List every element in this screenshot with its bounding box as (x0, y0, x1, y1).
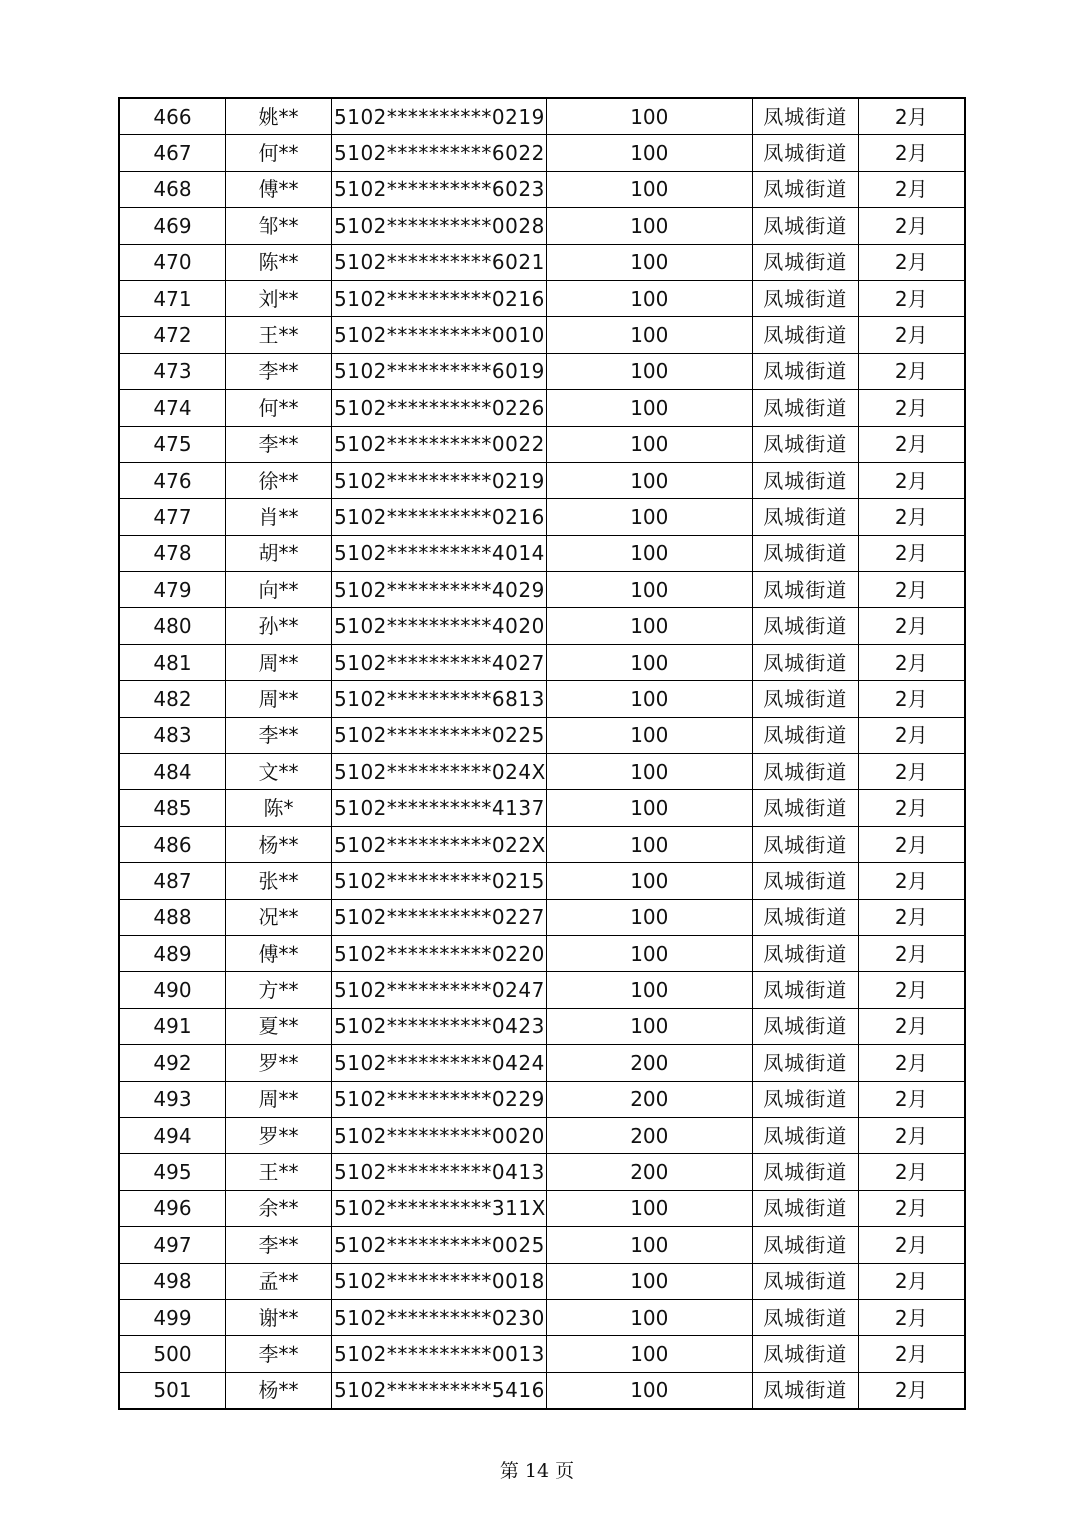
cell-amount: 100 (546, 535, 752, 571)
cell-month: 2月 (858, 754, 965, 790)
cell-name: 孟** (226, 1263, 332, 1299)
cell-month: 2月 (858, 317, 965, 353)
cell-month: 2月 (858, 1227, 965, 1263)
table-row (119, 535, 965, 571)
cell-id-number: 5102**********0028 (332, 208, 547, 244)
cell-amount: 200 (546, 1154, 752, 1190)
cell-amount: 100 (546, 972, 752, 1008)
cell-month: 2月 (858, 98, 965, 135)
cell-street: 凤城街道 (752, 972, 858, 1008)
cell-month: 2月 (858, 171, 965, 207)
cell-id-number: 5102**********4027 (332, 644, 547, 680)
cell-serial-number: 475 (119, 426, 226, 462)
cell-id-number: 5102**********0423 (332, 1008, 547, 1044)
cell-street: 凤城街道 (752, 280, 858, 316)
cell-id-number: 5102**********0215 (332, 863, 547, 899)
cell-id-number: 5102**********0230 (332, 1299, 547, 1335)
subsidy-table (118, 97, 966, 1410)
cell-street: 凤城街道 (752, 1190, 858, 1226)
cell-month: 2月 (858, 899, 965, 935)
cell-street: 凤城街道 (752, 790, 858, 826)
cell-serial-number: 482 (119, 681, 226, 717)
cell-id-number: 5102**********4014 (332, 535, 547, 571)
cell-amount: 200 (546, 1081, 752, 1117)
cell-name: 王** (226, 1154, 332, 1190)
table-row (119, 1008, 965, 1044)
table-row (119, 1336, 965, 1372)
cell-street: 凤城街道 (752, 863, 858, 899)
cell-serial-number: 483 (119, 717, 226, 753)
cell-month: 2月 (858, 535, 965, 571)
cell-street: 凤城街道 (752, 1117, 858, 1153)
cell-amount: 100 (546, 1190, 752, 1226)
cell-month: 2月 (858, 280, 965, 316)
table-row (119, 1154, 965, 1190)
cell-serial-number: 496 (119, 1190, 226, 1226)
cell-street: 凤城街道 (752, 1227, 858, 1263)
cell-id-number: 5102**********6813 (332, 681, 547, 717)
table-row (119, 754, 965, 790)
cell-street: 凤城街道 (752, 135, 858, 171)
cell-name: 罗** (226, 1045, 332, 1081)
cell-street: 凤城街道 (752, 1336, 858, 1372)
cell-id-number: 5102**********0413 (332, 1154, 547, 1190)
cell-street: 凤城街道 (752, 390, 858, 426)
cell-serial-number: 485 (119, 790, 226, 826)
cell-street: 凤城街道 (752, 244, 858, 280)
cell-amount: 100 (546, 1336, 752, 1372)
table-row (119, 1372, 965, 1409)
cell-name: 周** (226, 681, 332, 717)
cell-id-number: 5102**********0229 (332, 1081, 547, 1117)
cell-street: 凤城街道 (752, 317, 858, 353)
cell-amount: 100 (546, 754, 752, 790)
cell-month: 2月 (858, 1190, 965, 1226)
cell-serial-number: 494 (119, 1117, 226, 1153)
table-row (119, 1190, 965, 1226)
cell-amount: 100 (546, 1227, 752, 1263)
cell-name: 孙** (226, 608, 332, 644)
cell-street: 凤城街道 (752, 98, 858, 135)
cell-name: 王** (226, 317, 332, 353)
cell-street: 凤城街道 (752, 462, 858, 498)
cell-id-number: 5102**********0226 (332, 390, 547, 426)
page-number: 第 14 页 (499, 1460, 575, 1482)
cell-street: 凤城街道 (752, 608, 858, 644)
cell-amount: 100 (546, 899, 752, 935)
cell-serial-number: 497 (119, 1227, 226, 1263)
cell-amount: 100 (546, 280, 752, 316)
cell-id-number: 5102**********0022 (332, 426, 547, 462)
table-row (119, 826, 965, 862)
cell-name: 刘** (226, 280, 332, 316)
table-row (119, 135, 965, 171)
cell-serial-number: 473 (119, 353, 226, 389)
cell-name: 方** (226, 972, 332, 1008)
cell-street: 凤城街道 (752, 535, 858, 571)
cell-id-number: 5102**********0424 (332, 1045, 547, 1081)
cell-serial-number: 499 (119, 1299, 226, 1335)
cell-id-number: 5102**********0219 (332, 462, 547, 498)
cell-id-number: 5102**********0247 (332, 972, 547, 1008)
cell-month: 2月 (858, 717, 965, 753)
cell-id-number: 5102**********6022 (332, 135, 547, 171)
cell-amount: 100 (546, 244, 752, 280)
table-row (119, 899, 965, 935)
cell-name: 况** (226, 899, 332, 935)
table-row (119, 935, 965, 971)
cell-amount: 100 (546, 717, 752, 753)
cell-id-number: 5102**********6023 (332, 171, 547, 207)
table-row (119, 972, 965, 1008)
cell-street: 凤城街道 (752, 171, 858, 207)
cell-name: 夏** (226, 1008, 332, 1044)
cell-month: 2月 (858, 826, 965, 862)
cell-month: 2月 (858, 353, 965, 389)
cell-name: 徐** (226, 462, 332, 498)
cell-serial-number: 477 (119, 499, 226, 535)
cell-serial-number: 481 (119, 644, 226, 680)
table-row (119, 644, 965, 680)
cell-id-number: 5102**********6021 (332, 244, 547, 280)
cell-month: 2月 (858, 244, 965, 280)
cell-id-number: 5102**********0020 (332, 1117, 547, 1153)
cell-serial-number: 501 (119, 1372, 226, 1409)
cell-amount: 100 (546, 353, 752, 389)
cell-street: 凤城街道 (752, 1081, 858, 1117)
cell-serial-number: 500 (119, 1336, 226, 1372)
cell-month: 2月 (858, 1154, 965, 1190)
table-row (119, 98, 965, 135)
table-row (119, 681, 965, 717)
cell-amount: 100 (546, 935, 752, 971)
cell-name: 傅** (226, 935, 332, 971)
cell-name: 周** (226, 644, 332, 680)
cell-month: 2月 (858, 1081, 965, 1117)
cell-month: 2月 (858, 1372, 965, 1409)
cell-amount: 100 (546, 426, 752, 462)
table-row (119, 1227, 965, 1263)
cell-name: 陈** (226, 244, 332, 280)
table-row (119, 499, 965, 535)
cell-month: 2月 (858, 462, 965, 498)
cell-serial-number: 489 (119, 935, 226, 971)
cell-month: 2月 (858, 1263, 965, 1299)
cell-amount: 100 (546, 644, 752, 680)
cell-serial-number: 466 (119, 98, 226, 135)
cell-serial-number: 498 (119, 1263, 226, 1299)
table-row (119, 1081, 965, 1117)
cell-amount: 100 (546, 863, 752, 899)
cell-amount: 100 (546, 135, 752, 171)
cell-name: 杨** (226, 826, 332, 862)
cell-street: 凤城街道 (752, 572, 858, 608)
cell-id-number: 5102**********0220 (332, 935, 547, 971)
cell-serial-number: 469 (119, 208, 226, 244)
cell-amount: 100 (546, 317, 752, 353)
cell-name: 姚** (226, 98, 332, 135)
cell-id-number: 5102**********4020 (332, 608, 547, 644)
cell-serial-number: 480 (119, 608, 226, 644)
cell-id-number: 5102**********022X (332, 826, 547, 862)
cell-name: 傅** (226, 171, 332, 207)
table-body (119, 98, 965, 1409)
cell-name: 余** (226, 1190, 332, 1226)
cell-serial-number: 474 (119, 390, 226, 426)
cell-month: 2月 (858, 1008, 965, 1044)
cell-name: 邹** (226, 208, 332, 244)
table-row (119, 863, 965, 899)
cell-id-number: 5102**********0225 (332, 717, 547, 753)
cell-month: 2月 (858, 1117, 965, 1153)
cell-month: 2月 (858, 972, 965, 1008)
cell-serial-number: 476 (119, 462, 226, 498)
cell-amount: 100 (546, 790, 752, 826)
cell-amount: 100 (546, 499, 752, 535)
cell-serial-number: 479 (119, 572, 226, 608)
cell-name: 文** (226, 754, 332, 790)
cell-id-number: 5102**********0227 (332, 899, 547, 935)
cell-month: 2月 (858, 572, 965, 608)
cell-month: 2月 (858, 1045, 965, 1081)
cell-amount: 100 (546, 681, 752, 717)
cell-name: 李** (226, 353, 332, 389)
table-row (119, 317, 965, 353)
cell-name: 何** (226, 135, 332, 171)
table-row (119, 1045, 965, 1081)
cell-amount: 100 (546, 171, 752, 207)
cell-street: 凤城街道 (752, 717, 858, 753)
cell-id-number: 5102**********024X (332, 754, 547, 790)
table-row (119, 717, 965, 753)
cell-month: 2月 (858, 644, 965, 680)
cell-serial-number: 484 (119, 754, 226, 790)
cell-name: 罗** (226, 1117, 332, 1153)
cell-name: 李** (226, 717, 332, 753)
cell-month: 2月 (858, 608, 965, 644)
cell-serial-number: 486 (119, 826, 226, 862)
table-row (119, 244, 965, 280)
cell-serial-number: 493 (119, 1081, 226, 1117)
cell-amount: 200 (546, 1117, 752, 1153)
cell-id-number: 5102**********6019 (332, 353, 547, 389)
cell-serial-number: 472 (119, 317, 226, 353)
cell-name: 李** (226, 1336, 332, 1372)
cell-amount: 100 (546, 390, 752, 426)
table-row (119, 353, 965, 389)
cell-street: 凤城街道 (752, 681, 858, 717)
cell-id-number: 5102**********311X (332, 1190, 547, 1226)
cell-street: 凤城街道 (752, 935, 858, 971)
cell-street: 凤城街道 (752, 644, 858, 680)
cell-serial-number: 488 (119, 899, 226, 935)
table-row (119, 1299, 965, 1335)
cell-street: 凤城街道 (752, 1299, 858, 1335)
cell-month: 2月 (858, 1299, 965, 1335)
cell-name: 周** (226, 1081, 332, 1117)
cell-name: 肖** (226, 499, 332, 535)
cell-id-number: 5102**********0216 (332, 280, 547, 316)
cell-serial-number: 468 (119, 171, 226, 207)
table-row (119, 208, 965, 244)
cell-serial-number: 487 (119, 863, 226, 899)
table-row (119, 280, 965, 316)
table-row (119, 572, 965, 608)
cell-serial-number: 478 (119, 535, 226, 571)
cell-street: 凤城街道 (752, 499, 858, 535)
cell-street: 凤城街道 (752, 208, 858, 244)
table-row (119, 462, 965, 498)
cell-street: 凤城街道 (752, 899, 858, 935)
cell-id-number: 5102**********4137 (332, 790, 547, 826)
table-row (119, 1263, 965, 1299)
cell-street: 凤城街道 (752, 353, 858, 389)
cell-name: 向** (226, 572, 332, 608)
cell-month: 2月 (858, 390, 965, 426)
cell-street: 凤城街道 (752, 426, 858, 462)
cell-street: 凤城街道 (752, 826, 858, 862)
cell-street: 凤城街道 (752, 1372, 858, 1409)
cell-id-number: 5102**********0216 (332, 499, 547, 535)
cell-name: 杨** (226, 1372, 332, 1409)
cell-id-number: 5102**********0219 (332, 98, 547, 135)
cell-street: 凤城街道 (752, 1008, 858, 1044)
cell-amount: 100 (546, 1008, 752, 1044)
cell-amount: 100 (546, 1263, 752, 1299)
table-row (119, 608, 965, 644)
cell-street: 凤城街道 (752, 754, 858, 790)
table-row (119, 171, 965, 207)
cell-amount: 100 (546, 98, 752, 135)
cell-amount: 100 (546, 1299, 752, 1335)
table-row (119, 426, 965, 462)
cell-amount: 100 (546, 572, 752, 608)
cell-month: 2月 (858, 135, 965, 171)
cell-name: 何** (226, 390, 332, 426)
cell-street: 凤城街道 (752, 1154, 858, 1190)
cell-name: 陈* (226, 790, 332, 826)
table-row (119, 790, 965, 826)
cell-name: 张** (226, 863, 332, 899)
cell-name: 李** (226, 1227, 332, 1263)
cell-id-number: 5102**********0025 (332, 1227, 547, 1263)
cell-month: 2月 (858, 681, 965, 717)
table-row (119, 1117, 965, 1153)
cell-amount: 100 (546, 608, 752, 644)
cell-month: 2月 (858, 790, 965, 826)
cell-id-number: 5102**********0010 (332, 317, 547, 353)
cell-amount: 100 (546, 1372, 752, 1409)
cell-id-number: 5102**********0013 (332, 1336, 547, 1372)
cell-street: 凤城街道 (752, 1263, 858, 1299)
cell-serial-number: 495 (119, 1154, 226, 1190)
cell-month: 2月 (858, 1336, 965, 1372)
cell-serial-number: 467 (119, 135, 226, 171)
cell-name: 谢** (226, 1299, 332, 1335)
cell-id-number: 5102**********5416 (332, 1372, 547, 1409)
cell-month: 2月 (858, 499, 965, 535)
cell-id-number: 5102**********4029 (332, 572, 547, 608)
cell-street: 凤城街道 (752, 1045, 858, 1081)
cell-id-number: 5102**********0018 (332, 1263, 547, 1299)
table-row (119, 390, 965, 426)
cell-serial-number: 490 (119, 972, 226, 1008)
cell-amount: 100 (546, 208, 752, 244)
cell-month: 2月 (858, 208, 965, 244)
cell-name: 李** (226, 426, 332, 462)
cell-amount: 100 (546, 462, 752, 498)
cell-serial-number: 471 (119, 280, 226, 316)
cell-month: 2月 (858, 426, 965, 462)
cell-name: 胡** (226, 535, 332, 571)
cell-serial-number: 492 (119, 1045, 226, 1081)
cell-serial-number: 470 (119, 244, 226, 280)
cell-amount: 100 (546, 826, 752, 862)
cell-amount: 200 (546, 1045, 752, 1081)
cell-month: 2月 (858, 863, 965, 899)
cell-month: 2月 (858, 935, 965, 971)
cell-serial-number: 491 (119, 1008, 226, 1044)
